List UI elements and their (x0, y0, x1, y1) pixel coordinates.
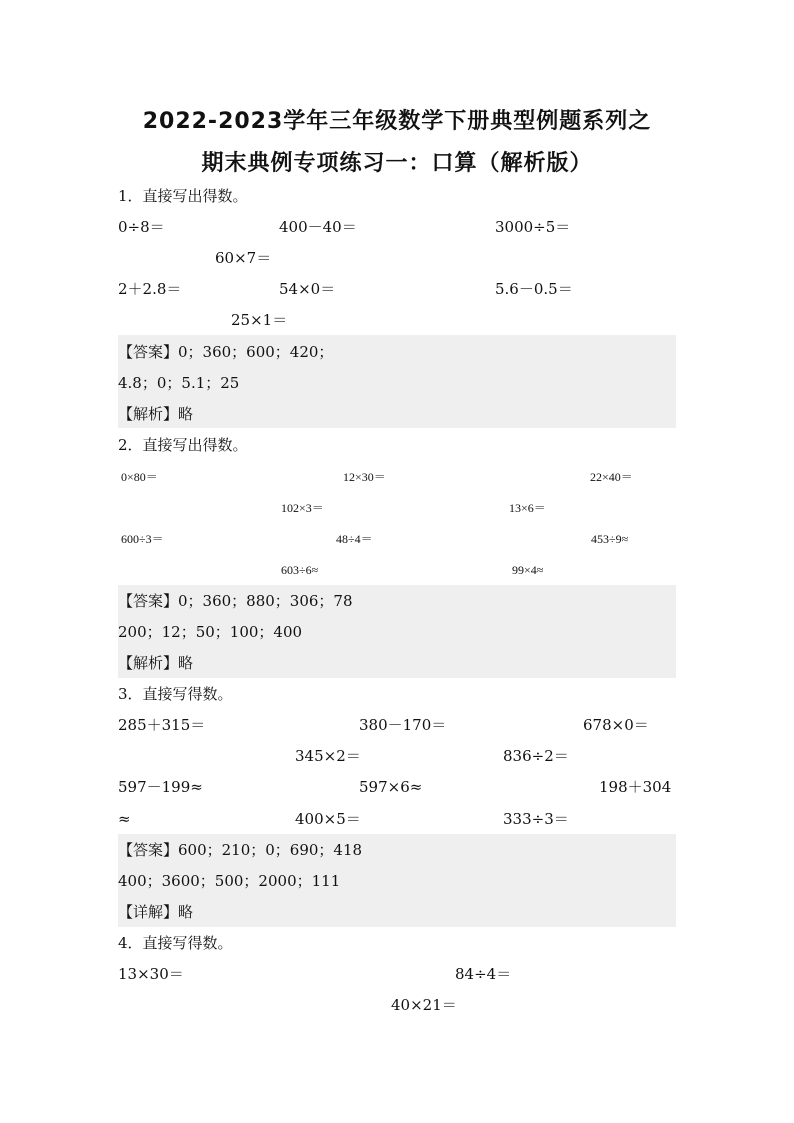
q3-problem: 198＋304 (599, 778, 672, 796)
q4-problem: 13×30＝ (118, 965, 184, 983)
q2-answer-line: 200；12；50；100；400 (118, 623, 303, 641)
q4-problem: 84÷4＝ (455, 965, 512, 983)
q1-answer-line: 【答案】0；360；600；420； (118, 343, 334, 361)
q2-problem: 0×80＝ (121, 470, 158, 484)
q1-problem: 25×1＝ (231, 311, 288, 329)
q2-problem: 22×40＝ (590, 470, 633, 484)
q3-problem: 678×0＝ (583, 716, 649, 734)
q2-problem: 99×4≈ (512, 563, 544, 577)
q1-problem: 60×7＝ (215, 249, 272, 267)
document-title-line-2: 期末典例专项练习一：口算（解析版） (201, 151, 593, 176)
q3-problem: 333÷3＝ (503, 810, 569, 828)
q3-problem-continuation: ≈ (118, 810, 131, 828)
question-2-heading: 2．直接写出得数。 (118, 436, 248, 454)
q1-problem: 54×0＝ (279, 280, 336, 298)
q2-problem: 603÷6≈ (281, 563, 319, 577)
q2-problem: 102×3＝ (281, 501, 324, 515)
q1-problem: 0÷8＝ (118, 218, 165, 236)
q3-problem: 597×6≈ (359, 778, 423, 796)
q3-problem: 597－199≈ (118, 778, 203, 796)
document-title-line-1: 2022-2023学年三年级数学下册典型例题系列之 (142, 109, 652, 134)
q1-answer-line: 4.8；0；5.1；25 (118, 374, 240, 392)
q3-problem: 345×2＝ (295, 747, 361, 765)
q3-answer-line: 【答案】600；210；0；690；418 (118, 841, 363, 859)
question-3-heading: 3．直接写得数。 (118, 685, 233, 703)
q3-problem: 285＋315＝ (118, 716, 206, 734)
q2-problem: 12×30＝ (343, 470, 386, 484)
q1-analysis: 【解析】略 (118, 405, 194, 423)
question-1-heading: 1．直接写出得数。 (118, 187, 248, 205)
q3-problem: 400×5＝ (295, 810, 361, 828)
q2-problem: 48÷4＝ (336, 532, 373, 546)
q3-problem: 836÷2＝ (503, 747, 569, 765)
q3-analysis: 【详解】略 (118, 903, 194, 921)
q1-problem: 5.6－0.5＝ (495, 280, 573, 298)
q2-answer-line: 【答案】0；360；880；306；78 (118, 592, 353, 610)
q2-problem: 600÷3＝ (121, 532, 164, 546)
question-4-heading: 4．直接写得数。 (118, 934, 233, 952)
q1-problem: 2＋2.8＝ (118, 280, 182, 298)
q2-analysis: 【解析】略 (118, 654, 194, 672)
q2-problem: 13×6＝ (509, 501, 546, 515)
q1-problem: 3000÷5＝ (495, 218, 571, 236)
q1-problem: 400－40＝ (279, 218, 357, 236)
q2-problem: 453÷9≈ (591, 532, 629, 546)
q4-problem: 40×21＝ (391, 996, 457, 1014)
q3-answer-line: 400；3600；500；2000；111 (118, 872, 341, 890)
q3-problem: 380－170＝ (359, 716, 447, 734)
